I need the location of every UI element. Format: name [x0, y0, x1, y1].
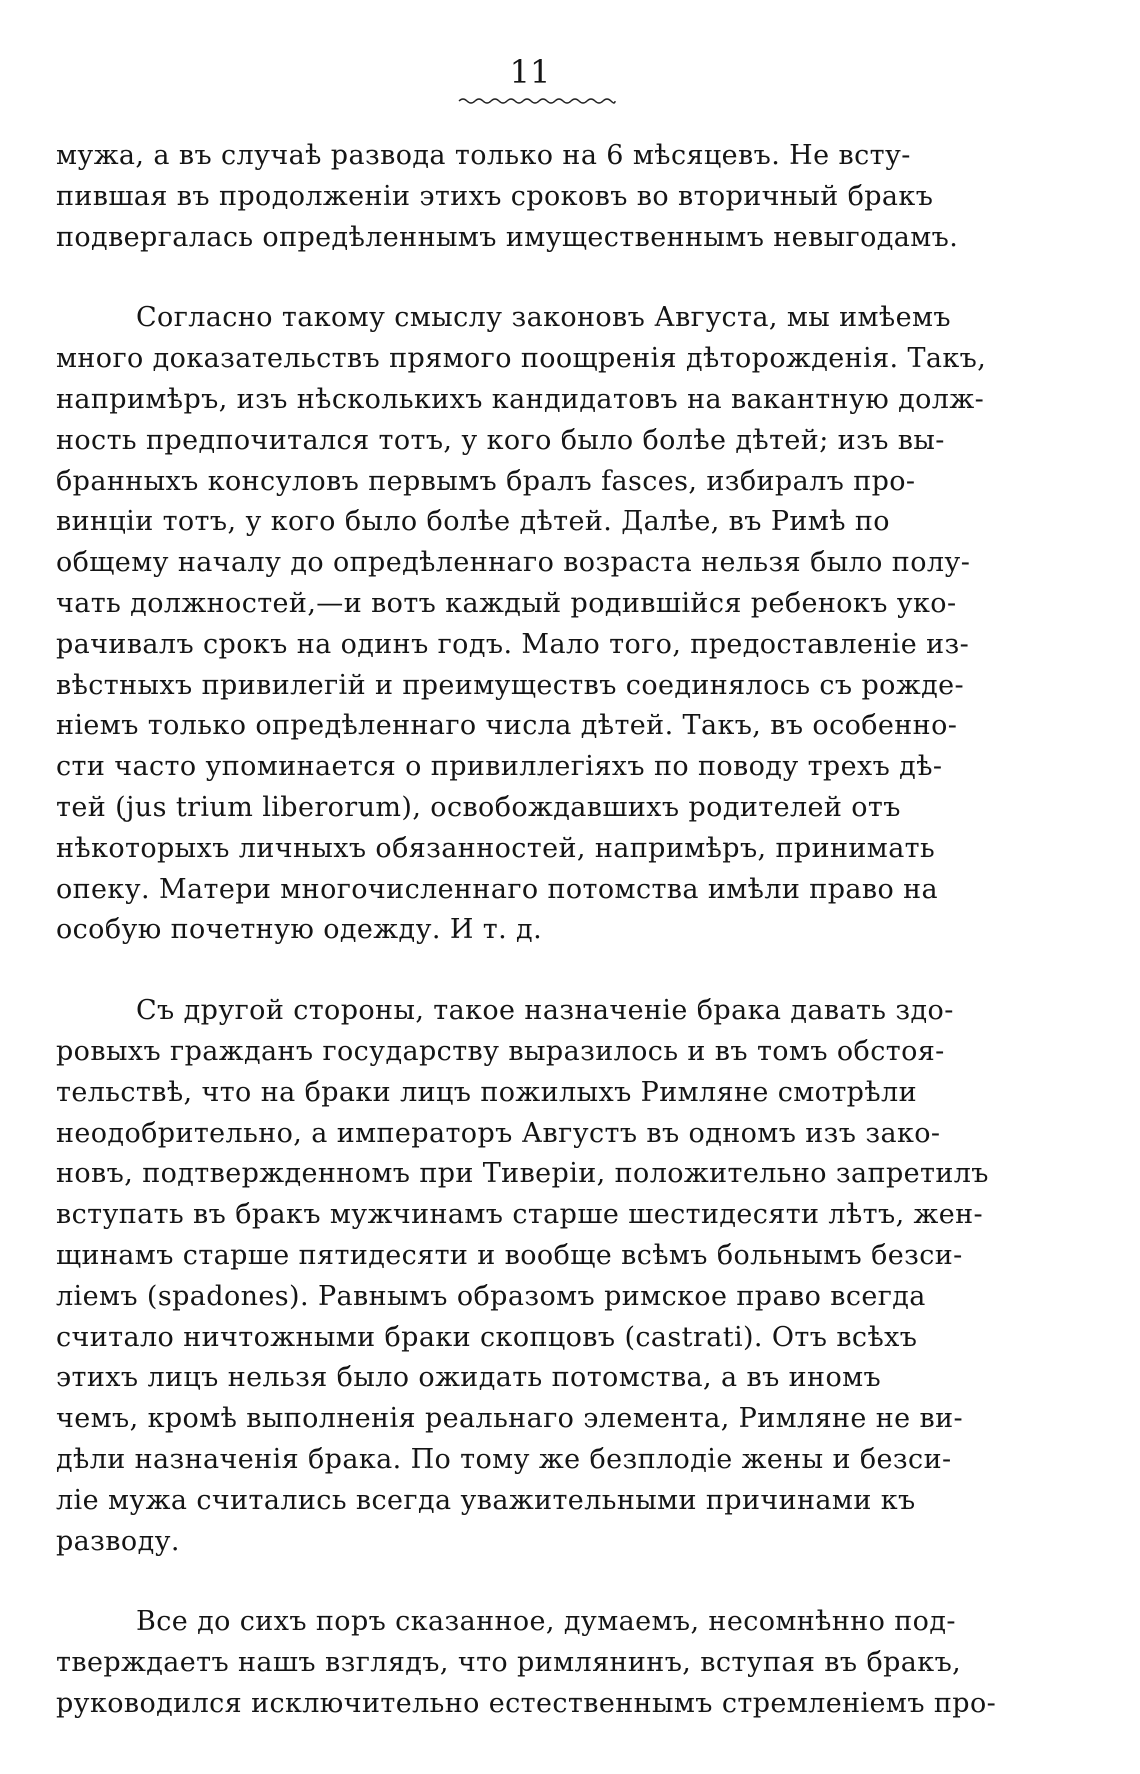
paragraph-3: Съ другой стороны, такое назначеніе брака давать здо- ровыхъ гражданъ государству выразилось и въ томъ обстоя- тельствѣ, что на браки лицъ пожилыхъ Римляне смотрѣли неодобрительно, а императоръ Августъ въ одномъ изъ зако- новъ, подтвержденномъ при Тиверіи, положительно запретилъ вступать въ бракъ мужчинамъ старше шестидесяти лѣтъ, жен- щинамъ старше пятидесяти и вообще всѣмъ больнымъ безси- ліемъ (spadones). Равнымъ образомъ римское право всегда считало ничтожными браки скопцовъ (castrati). Отъ всѣхъ этихъ лицъ нельзя было ожидать потомства, а въ иномъ чемъ, кромѣ выполненія реальнаго элемента, Римляне не ви- дѣли назначенія брака. По тому же безплодіе жены и безси- ліе мужа считались всегда уважительными причинами къ разводу. — [56, 995, 989, 1557]
page-number: 11 — [509, 53, 551, 91]
paragraph-4: Все до сихъ поръ сказанное, думаемъ, несомнѣнно под- тверждаетъ нашъ взглядъ, что римлянинъ, вступая въ бракъ, руководился исключительно естественнымъ стремленіемъ про- — [56, 1606, 997, 1719]
header-rule-ornament — [457, 96, 617, 106]
paragraph-1: мужа, а въ случаѣ развода только на 6 мѣсяцевъ. Не всту- пившая въ продолженіи этихъ сроковъ во вторичный бракъ подвергалась опредѣленнымъ имущественнымъ невыгодамъ. — [56, 140, 959, 253]
paragraph-2: Согласно такому смыслу законовъ Августа, мы имѣемъ много доказательствъ прямого поощренія дѣторожденія. Такъ, напримѣръ, изъ нѣсколькихъ кандидатовъ на вакантную долж- ность предпочитался тотъ, у кого было болѣе дѣтей; изъ вы- бранныхъ консуловъ первымъ бралъ fasces, избиралъ про- винціи тотъ, у кого было болѣе дѣтей. Далѣе, въ Римѣ по общему началу до опредѣленнаго возраста нельзя было полу- чать должностей,—и вотъ каждый родившійся ребенокъ уко- рачивалъ срокъ на одинъ годъ. Мало того, предоставленіе из- вѣстныхъ привилегій и преимуществъ соединялось съ рожде- ніемъ только опредѣленнаго числа дѣтей. Такъ, въ особенно- сти часто упоминается о привиллегіяхъ по поводу трехъ дѣ- тей (jus trium liberorum), освобождавшихъ родителей отъ нѣкоторыхъ личныхъ обязанностей, напримѣръ, принимать опеку. Матери многочисленнаго потомства имѣли право на особую почетную одежду. И т. д. — [56, 302, 987, 946]
main-text — [56, 136, 1018, 1725]
